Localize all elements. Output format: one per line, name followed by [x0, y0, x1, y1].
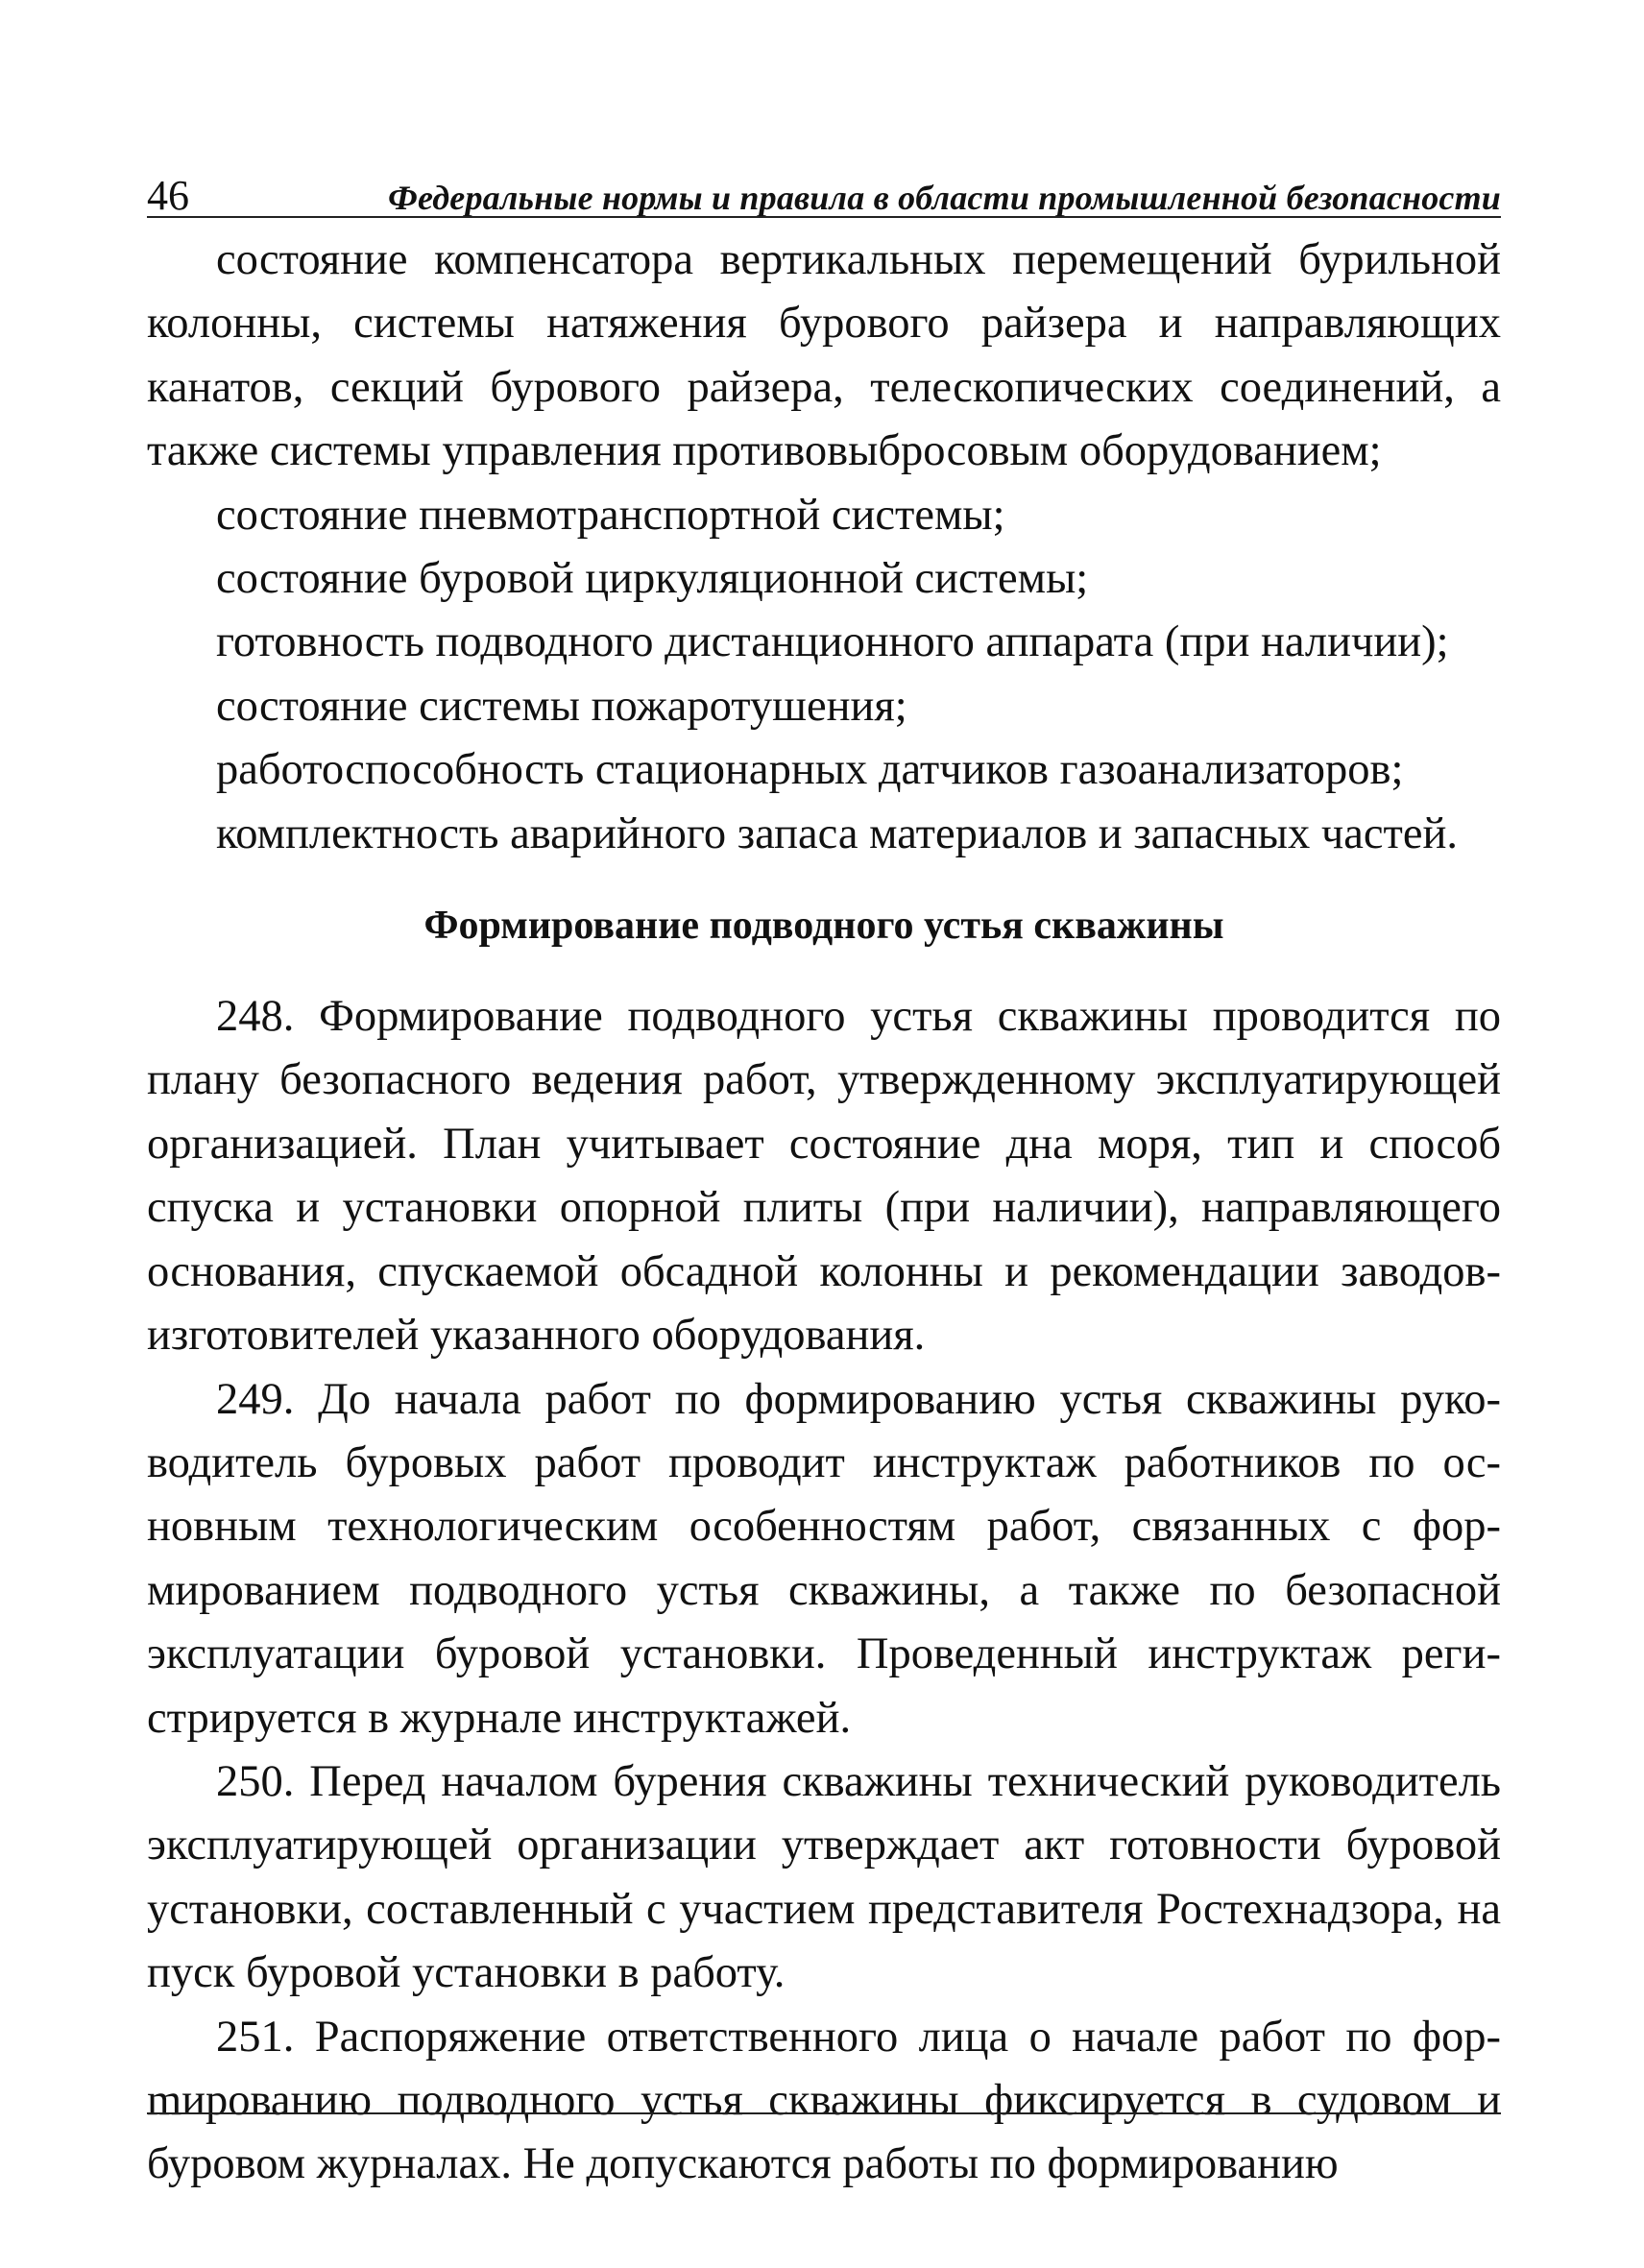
footer-rule — [147, 2112, 1501, 2114]
paragraph: состояние системы пожаротушения; — [216, 681, 907, 731]
paragraph: 248. Формирование подводного устья скважины проводится по плану безопасного ведения работ, утвержденному эксплуатирующей организацией. План учитывает состояние дна моря, тип и способ спуска и установки опорной плиты (при наличии), направляющего основания, спускаемой обсадной колонны и рекомендации заводов-изготовителей указанного оборудования. — [147, 992, 1501, 1361]
section-heading: Формирование подводного устья скважины — [423, 904, 1224, 949]
body-text — [147, 229, 1501, 2197]
header-rule — [147, 216, 1501, 218]
paragraph: 251. Распоряжение ответственного лица о начале работ по форmированию подводного устья скважины фиксируется в судовом и буровом журналах. Не допускаются работы по формированию — [147, 2012, 1501, 2189]
paragraph: состояние буровой циркуляционной системы; — [216, 554, 1089, 604]
paragraph: готовность подводного дистанционного аппарата (при наличии); — [216, 617, 1449, 667]
paragraph: состояние компенсатора вертикальных перемещений бурильной колонны, системы натяжения бурового райзера и направляющих канатов, секций бурового райзера, телескопических соединений, а также системы управления противовыбросовым оборудованием; — [147, 235, 1501, 476]
paragraph: комплектность аварийного запаса материалов и запасных частей. — [216, 808, 1459, 858]
paragraph: состояние пневмотранспортной системы; — [216, 490, 1005, 540]
page-header — [147, 165, 1501, 223]
running-title: Федеральные нормы и правила в области промышленной безопасности — [388, 179, 1501, 217]
paragraph: 250. Перед началом бурения скважины технический руководитель эксплуатирующей организации утверждает акт готовности буровой установки, составленный с участием представителя Ростехнадзора, на пуск буровой установки в работу. — [147, 1756, 1501, 1998]
paragraph: работоспособность стационарных датчиков газоанализаторов; — [216, 745, 1404, 795]
paragraph: 249. До начала работ по формированию устья скважины руководитель буровых работ проводит инструктаж работников по основным технологическим особенностям работ, связанных с формированием подводного устья скважины, а также по безопасной эксплуатации буровой установки. Проведенный инструктаж регистрируется в журнале инструктажей. — [147, 1374, 1501, 1743]
page-number: 46 — [147, 172, 189, 219]
book-page — [147, 0, 1501, 2268]
